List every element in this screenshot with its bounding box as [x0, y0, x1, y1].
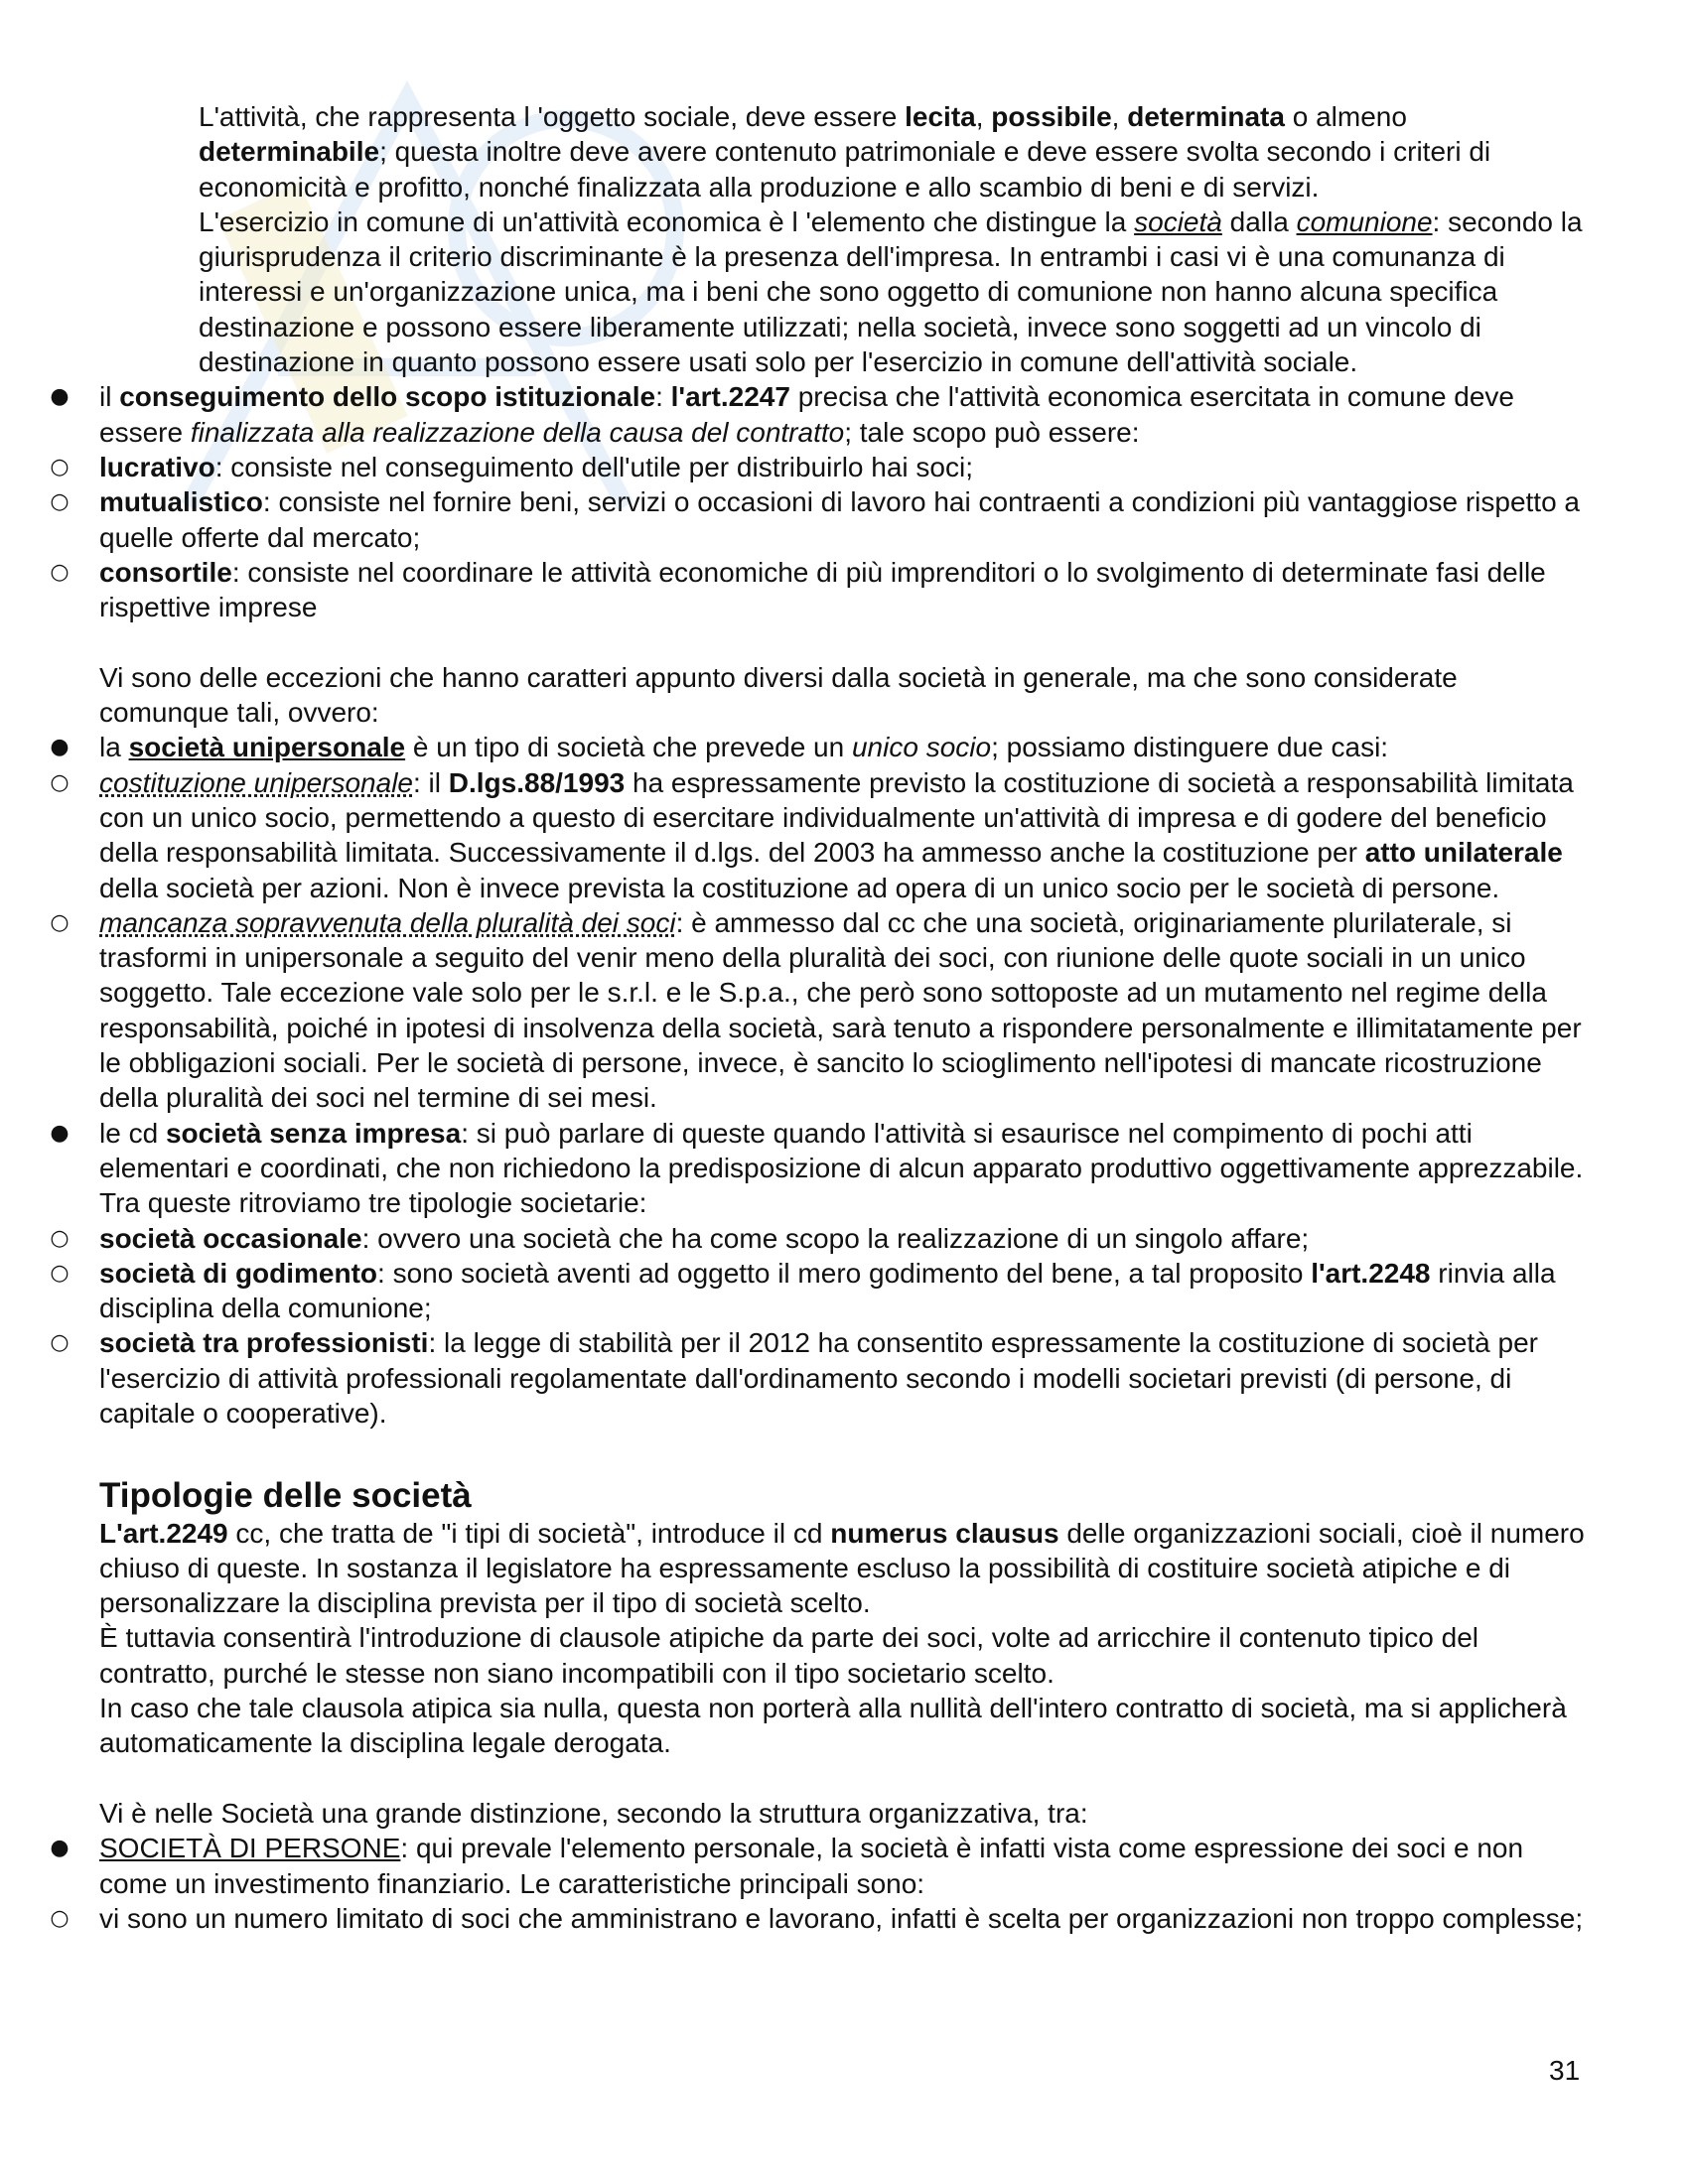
distinzione-intro: Vi è nelle Società una grande distinzione, secondo la struttura organizzativa, tra: [99, 1797, 1088, 1829]
list-item-mancanza: ○ mancanza sopravvenuta della pluralità dei soci: è ammesso dal cc che una società, originariamente plurilaterale, si trasformi in unipersonale a seguito del venir meno della pluralità dei soci, con riunione delle quote sociali in un unico soggetto. Tale eccezione vale solo per le s.r.l. e le S.p.a., che però sono sottoposte ad un mutamento nel regime della responsabilità, poiché in ipotesi di insolvenza della società, sarà tenuto a rispondere personalmente e illimitatamente per le obbligazioni sociali. Per le società di persone, invece, è sancito lo scioglimento nell'ipotesi di mancate ricostruzione della pluralità dei soci nel termine di sei mesi. [50, 906, 1582, 1114]
list-item-caratteristica-1: ○ vi sono un numero limitato di soci che amministrano e lavorano, infatti è scelta per organizzazioni non troppo complesse; [0, 1901, 1688, 1936]
bullet-filled-icon: ● [50, 384, 70, 410]
bullet-hollow-icon: ○ [50, 489, 70, 515]
eccezioni-intro: Vi sono delle eccezioni che hanno caratteri appunto diversi dalla società in generale, ma che sono considerate comunque tali, ovvero: [99, 661, 1458, 729]
list-item-costituzione: ○ costituzione unipersonale: il D.lgs.88/1993 ha espressamente previsto la costituzione di società a responsabilità limitata con un unico socio, permettendo a questo di esercitare individualmente un'attività di impresa e di godere del beneficio della responsabilità limitata. Successivamente il d.lgs. del 2003 ha ammesso anche la costituzione per atto unilaterale della società per azioni. Non è invece prevista la costituzione ad opera di un unico socio per le società di persone. [50, 766, 1574, 903]
bullet-filled-icon: ● [50, 1836, 70, 1861]
page-number: 31 [1549, 2055, 1581, 2086]
list-item-unipersonale: ● la società unipersonale è un tipo di società che prevede un unico socio; possiamo distinguere due casi: [0, 730, 1688, 764]
bullet-hollow-icon: ○ [50, 1330, 70, 1356]
list-item-societa-di-persone: ● SOCIETÀ DI PERSONE: qui prevale l'elemento personale, la società è infatti vista come espressione dei soci e non come un investimento finanziario. Le caratteristiche principali sono: [50, 1833, 1524, 1899]
page-content [0, 99, 1688, 1936]
list-item-professionisti: ○ società tra professionisti: la legge di stabilità per il 2012 ha consentito espressamente la costituzione di società per l'esercizio di attività professionali regolamentate dall'ordinamento secondo i modelli societari previsti (di persone, di capitale o cooperative). [50, 1327, 1538, 1429]
bullet-hollow-icon: ○ [50, 1225, 70, 1251]
list-item-scopo: ● il conseguimento dello scopo istituzionale: l'art.2247 precisa che l'attività economica esercitata in comune deve essere finalizzata alla realizzazione della causa del contratto; tale scopo può essere: [50, 381, 1515, 448]
intro-paragraph-2: L'esercizio in comune di un'attività economica è l 'elemento che distingue la società dalla comunione: secondo la giurisprudenza il criterio discriminante è la presenza dell'impresa. In entrambi i casi vi è una comunanza di interessi e un'organizzazione unica, ma i beni che sono oggetto di comunione non hanno alcuna specifica destinazione e possono essere liberamente utilizzati; nella società, invece sono soggetti ad un vincolo di destinazione in quanto possono essere usati solo per l'esercizio in comune dell'attività sociale. [199, 205, 1583, 378]
list-item-senza-impresa: ● le cd società senza impresa: si può parlare di queste quando l'attività si esaurisce nel compimento di pochi atti elementari e coordinati, che non richiedono la predisposizione di alcun apparato produttivo oggettivamente apprezzabile. Tra queste ritroviamo tre tipologie societarie: [50, 1117, 1584, 1219]
tipologie-paragraph-2: È tuttavia consentirà l'introduzione di clausole atipiche da parte dei soci, volte ad arricchire il contenuto tipico del contratto, purché le stesse non siano incompatibili con il tipo societario scelto. [99, 1622, 1479, 1689]
tipologie-paragraph-1: L'art.2249 cc, che tratta de "i tipi di società", introduce il cd numerus clausus delle organizzazioni sociali, cioè il numero chiuso di queste. In sostanza il legislatore ha espressamente escluso la possibilità di costituire società atipiche e di personalizzare la disciplina prevista per il tipo di società scelto. [99, 1517, 1585, 1619]
intro-paragraph-1: L'attività, che rappresenta l 'oggetto sociale, deve essere lecita, possibile, determinata o almeno determinabile; questa inoltre deve avere contenuto patrimoniale e deve essere svolta secondo i criteri di economicità e profitto, nonché finalizzata alla produzione e allo scambio di beni e di servizi. [199, 101, 1491, 203]
list-item-lucrativo: ○ lucrativo: consiste nel conseguimento dell'utile per distribuirlo hai soci; [0, 450, 1688, 484]
list-item-occasionale: ○ società occasionale: ovvero una società che ha come scopo la realizzazione di un singolo affare; [0, 1221, 1688, 1256]
bullet-hollow-icon: ○ [50, 769, 70, 795]
bullet-hollow-icon: ○ [50, 909, 70, 935]
bullet-filled-icon: ● [50, 735, 70, 760]
bullet-hollow-icon: ○ [50, 454, 70, 479]
bullet-hollow-icon: ○ [50, 1260, 70, 1286]
list-item-mutualistico: ○ mutualistico: consiste nel fornire beni, servizi o occasioni di lavoro hai contraenti a condizioni più vantaggiose rispetto a quelle offerte dal mercato; [50, 486, 1580, 553]
section-heading: Tipologie delle società [99, 1475, 472, 1515]
tipologie-paragraph-3: In caso che tale clausola atipica sia nulla, questa non porterà alla nullità dell'intero contratto di società, ma si applicherà automaticamente la disciplina legale derogata. [99, 1693, 1567, 1759]
bullet-hollow-icon: ○ [50, 559, 70, 585]
bullet-hollow-icon: ○ [50, 1905, 70, 1931]
list-item-consortile: ○ consortile: consiste nel coordinare le attività economiche di più imprenditori o lo svolgimento di determinate fasi delle rispettive imprese [50, 556, 1546, 623]
bullet-filled-icon: ● [50, 1120, 70, 1146]
list-item-godimento: ○ società di godimento: sono società aventi ad oggetto il mero godimento del bene, a tal proposito l'art.2248 rinvia alla disciplina della comunione; [50, 1257, 1556, 1324]
